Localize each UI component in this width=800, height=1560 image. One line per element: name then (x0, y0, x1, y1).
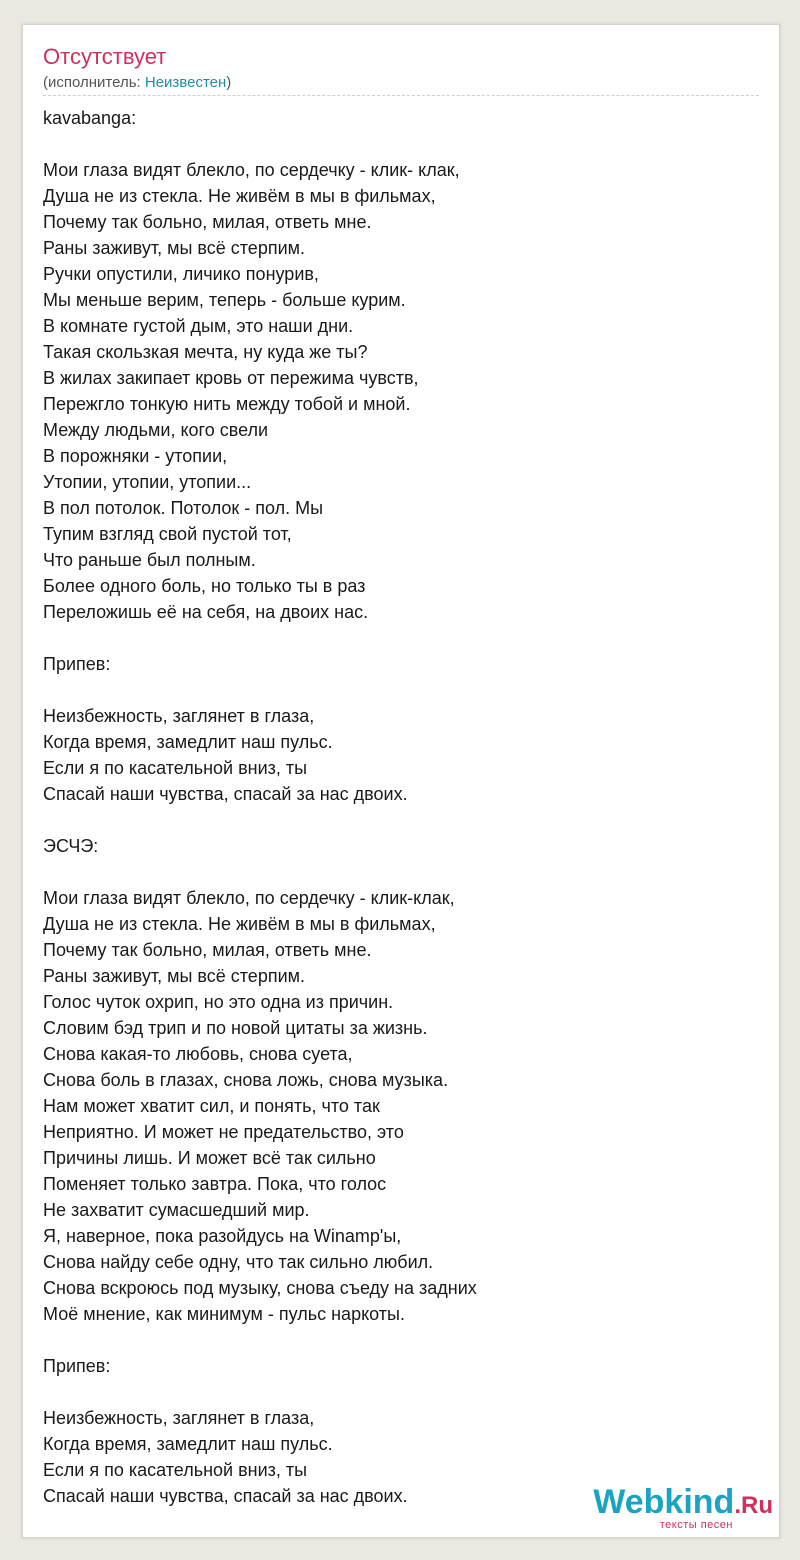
lyric-line: В порожняки - утопии, (43, 446, 228, 466)
brand-main: Webkind (593, 1483, 735, 1521)
song-title: Отсутствует (43, 44, 167, 69)
lyric-line: Пережгло тонкую нить между тобой и мной. (43, 394, 411, 414)
lyric-line: Утопии, утопии, утопии... (43, 472, 252, 492)
lyric-blank-line (43, 1379, 759, 1405)
artist-line (43, 74, 231, 92)
lyric-line: Припев: (43, 654, 111, 674)
lyric-line: Припев: (43, 1356, 111, 1376)
lyric-line: Голос чуток охрип, но это одна из причин. (43, 992, 394, 1012)
lyric-line: Переложишь её на себя, на двоих нас. (43, 602, 369, 622)
lyric-blank-line (43, 131, 759, 157)
lyric-line: Когда время, замедлит наш пульс. (43, 732, 333, 752)
lyric-line: Душа не из стекла. Не живём в мы в фильмах, (43, 186, 436, 206)
lyric-line: Снова какая-то любовь, снова суета, (43, 1044, 353, 1064)
lyric-line: Снова найду себе одну, что так сильно любил. (43, 1252, 434, 1272)
lyric-line: Раны заживут, мы всё стерпим. (43, 966, 306, 986)
lyric-line: В комнате густой дым, это наши дни. (43, 316, 354, 336)
lyric-line: Я, наверное, пока разойдусь на Winamp'ы, (43, 1226, 402, 1246)
lyric-line: Ручки опустили, личико понурив, (43, 264, 319, 284)
lyric-line: Когда время, замедлит наш пульс. (43, 1434, 333, 1454)
lyric-line: ЭСЧЭ: (43, 836, 99, 856)
lyric-line: В жилах закипает кровь от пережима чувств, (43, 368, 419, 388)
lyric-blank-line (43, 807, 759, 833)
lyric-blank-line (43, 1327, 759, 1353)
artist-suffix: ) (226, 74, 232, 91)
lyric-line: Почему так больно, милая, ответь мне. (43, 212, 372, 232)
brand-tld: .Ru (734, 1492, 773, 1519)
lyric-line: В пол потолок. Потолок - пол. Мы (43, 498, 324, 518)
lyric-line: Спасай наши чувства, спасай за нас двоих. (43, 784, 408, 804)
lyrics-card (22, 24, 780, 1538)
lyric-line: Мои глаза видят блекло, по сердечку - клик-клак, (43, 888, 455, 908)
lyric-line: Поменяет только завтра. Пока, что голос (43, 1174, 387, 1194)
lyric-blank-line (43, 625, 759, 651)
lyric-line: Причины лишь. И может всё так сильно (43, 1148, 376, 1168)
lyric-line: Почему так больно, милая, ответь мне. (43, 940, 372, 960)
lyric-line: Если я по касательной вниз, ты (43, 1460, 308, 1480)
lyric-line: Моё мнение, как минимум - пульс наркоты. (43, 1304, 405, 1324)
lyric-line: Неизбежность, заглянет в глаза, (43, 1408, 315, 1428)
lyric-line: Более одного боль, но только ты в раз (43, 576, 366, 596)
lyric-line: Что раньше был полным. (43, 550, 256, 570)
lyric-line: Словим бэд трип и по новой цитаты за жизнь. (43, 1018, 428, 1038)
brand-tagline: тексты песен (659, 1519, 733, 1531)
lyric-line: Раны заживут, мы всё стерпим. (43, 238, 306, 258)
lyric-line: Тупим взгляд свой пустой тот, (43, 524, 292, 544)
lyric-line: Между людьми, кого свели (43, 420, 269, 440)
lyric-line: Снова боль в глазах, снова ложь, снова музыка. (43, 1070, 449, 1090)
lyric-line: Душа не из стекла. Не живём в мы в фильмах, (43, 914, 436, 934)
artist-prefix: (исполнитель: (43, 74, 145, 91)
lyric-blank-line (43, 859, 759, 885)
lyric-line: kavabanga: (43, 108, 137, 128)
artist-link[interactable]: Неизвестен (144, 74, 227, 91)
lyric-line: Неприятно. И может не предательство, это (43, 1122, 404, 1142)
lyric-line: Если я по касательной вниз, ты (43, 758, 308, 778)
lyric-line: Нам может хватит сил, и понять, что так (43, 1096, 380, 1116)
lyrics-body (43, 105, 759, 1509)
lyric-line: Такая скользкая мечта, ну куда же ты? (43, 342, 368, 362)
lyric-line: Не захватит сумасшедший мир. (43, 1200, 310, 1220)
lyric-line: Спасай наши чувства, спасай за нас двоих. (43, 1486, 408, 1506)
brand-logo (593, 1485, 773, 1523)
lyric-line: Мои глаза видят блекло, по сердечку - клик- клак, (43, 160, 460, 180)
site-watermark (593, 1485, 773, 1531)
lyric-line: Неизбежность, заглянет в глаза, (43, 706, 315, 726)
header-divider (43, 95, 759, 96)
lyric-line: Мы меньше верим, теперь - больше курим. (43, 290, 406, 310)
lyric-blank-line (43, 677, 759, 703)
lyric-line: Снова вскроюсь под музыку, снова съеду на задних (43, 1278, 477, 1298)
